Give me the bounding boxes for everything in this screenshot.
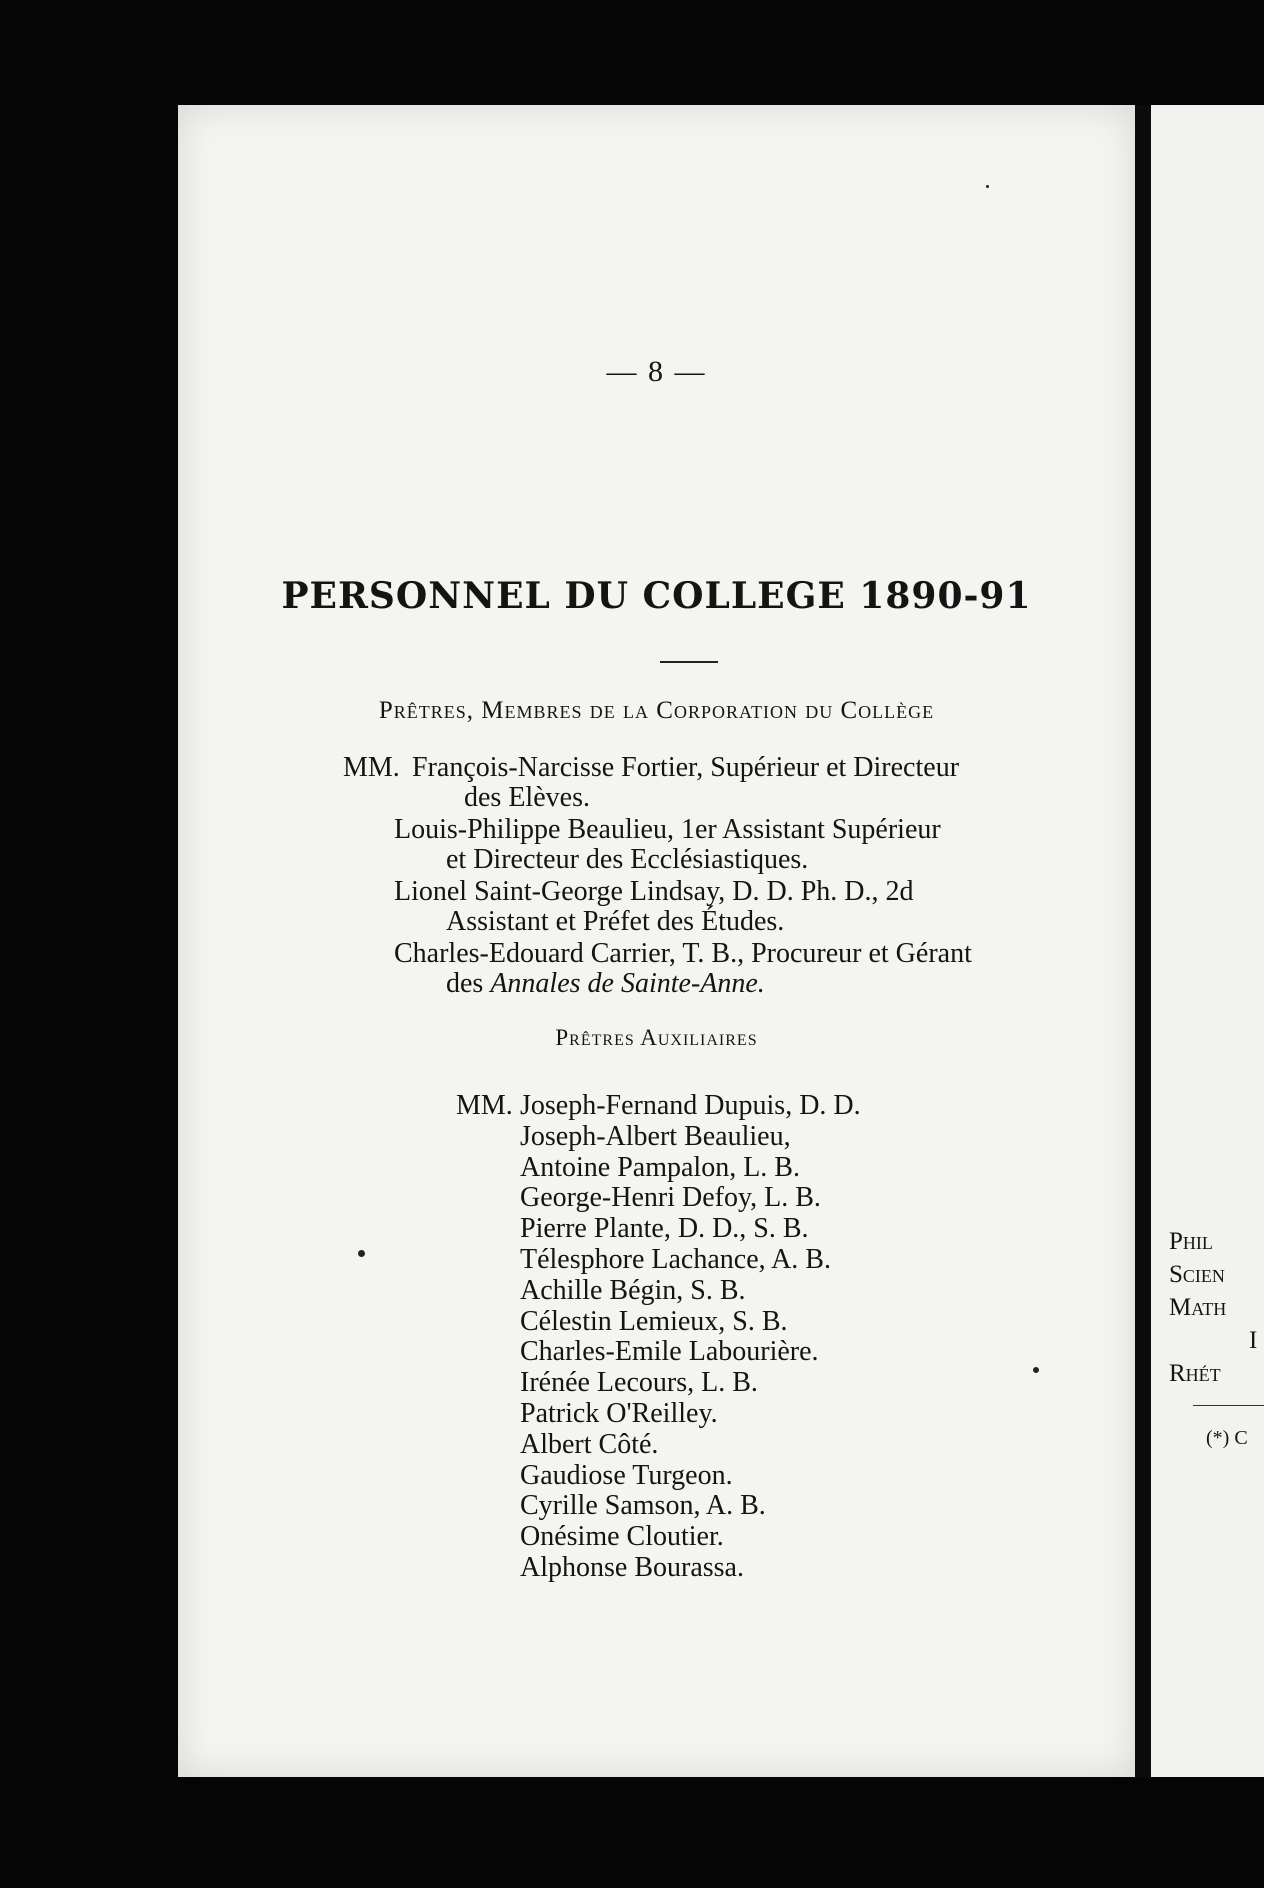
ink-speck <box>358 1250 365 1257</box>
title-divider <box>660 661 718 663</box>
list-item: Patrick O'Reilley. <box>520 1397 718 1429</box>
corporation-entry <box>394 939 972 999</box>
list-item: Joseph-Fernand Dupuis, D. D. <box>520 1090 861 1121</box>
entry-line: Lionel Saint-George Lindsay, D. D. Ph. D., 2d <box>394 876 914 907</box>
page-number: — 8 — <box>606 355 707 388</box>
corporation-entry <box>412 753 959 813</box>
list-item: Alphonse Bourassa. <box>520 1551 744 1583</box>
entry-line: François-Narcisse Fortier, Supérieur et Directeur <box>412 752 960 783</box>
adjacent-page-divider <box>1193 1405 1264 1406</box>
list-item: Antoine Pampalon, L. B. <box>520 1151 800 1183</box>
list-item: Télesphore Lachance, A. B. <box>520 1243 831 1275</box>
page-title: PERSONNEL DU COLLEGE 1890-91 <box>281 575 1032 617</box>
list-item: George-Henri Defoy, L. B. <box>520 1182 821 1214</box>
adjacent-page-fragment <box>1151 105 1264 1777</box>
entry-line: Louis-Philippe Beaulieu, 1er Assistant Supérieur <box>394 814 941 845</box>
list-item: Onésime Cloutier. <box>520 1521 724 1553</box>
list-item: Joseph-Albert Beaulieu, <box>520 1120 791 1152</box>
corporation-entry <box>394 815 941 875</box>
entry-continuation-prefix: des <box>446 968 491 999</box>
entry-continuation: des Elèves. <box>464 782 590 813</box>
adjacent-page-lines <box>1169 1225 1257 1390</box>
list-item: Phil <box>1169 1228 1213 1255</box>
list-item: Rhét <box>1169 1360 1221 1387</box>
entry-continuation: et Directeur des Ecclésiastiques. <box>446 844 809 875</box>
list-item: Math <box>1169 1294 1227 1321</box>
entry-line: Charles-Edouard Carrier, T. B., Procureur et Gérant <box>394 938 972 969</box>
list-item: I <box>1249 1327 1258 1354</box>
list-item: Albert Côté. <box>520 1428 659 1460</box>
adjacent-page-footnote: (*) C <box>1206 1427 1248 1449</box>
list-item: Cyrille Samson, A. B. <box>520 1490 766 1522</box>
list-item: Scien <box>1169 1261 1225 1288</box>
list-item: Pierre Plante, D. D., S. B. <box>520 1213 809 1245</box>
ink-speck <box>1033 1367 1039 1373</box>
list-item: Achille Bégin, S. B. <box>520 1274 746 1306</box>
journal-title: Annales de Sainte-Anne. <box>490 968 765 999</box>
list-item: Charles-Emile Labourière. <box>520 1336 819 1368</box>
entry-continuation: Assistant et Préfet des Études. <box>446 906 785 937</box>
auxiliary-priests-list <box>520 1091 861 1584</box>
list-item: Célestin Lemieux, S. B. <box>520 1305 788 1337</box>
section-1-prefix: MM. <box>343 752 400 783</box>
list-item: Gaudiose Turgeon. <box>520 1459 733 1491</box>
ink-speck <box>986 185 989 188</box>
section-heading-auxiliaires: Prêtres Auxiliaires <box>555 1025 758 1050</box>
entry-continuation <box>394 969 972 999</box>
book-gutter <box>1135 105 1151 1777</box>
section-2-prefix: MM. <box>456 1090 513 1121</box>
section-heading-corporation: Prêtres, Membres de la Corporation du Collège <box>378 697 935 724</box>
corporation-entry <box>394 877 914 937</box>
book-page <box>178 105 1135 1777</box>
list-item: Irénée Lecours, L. B. <box>520 1367 758 1399</box>
